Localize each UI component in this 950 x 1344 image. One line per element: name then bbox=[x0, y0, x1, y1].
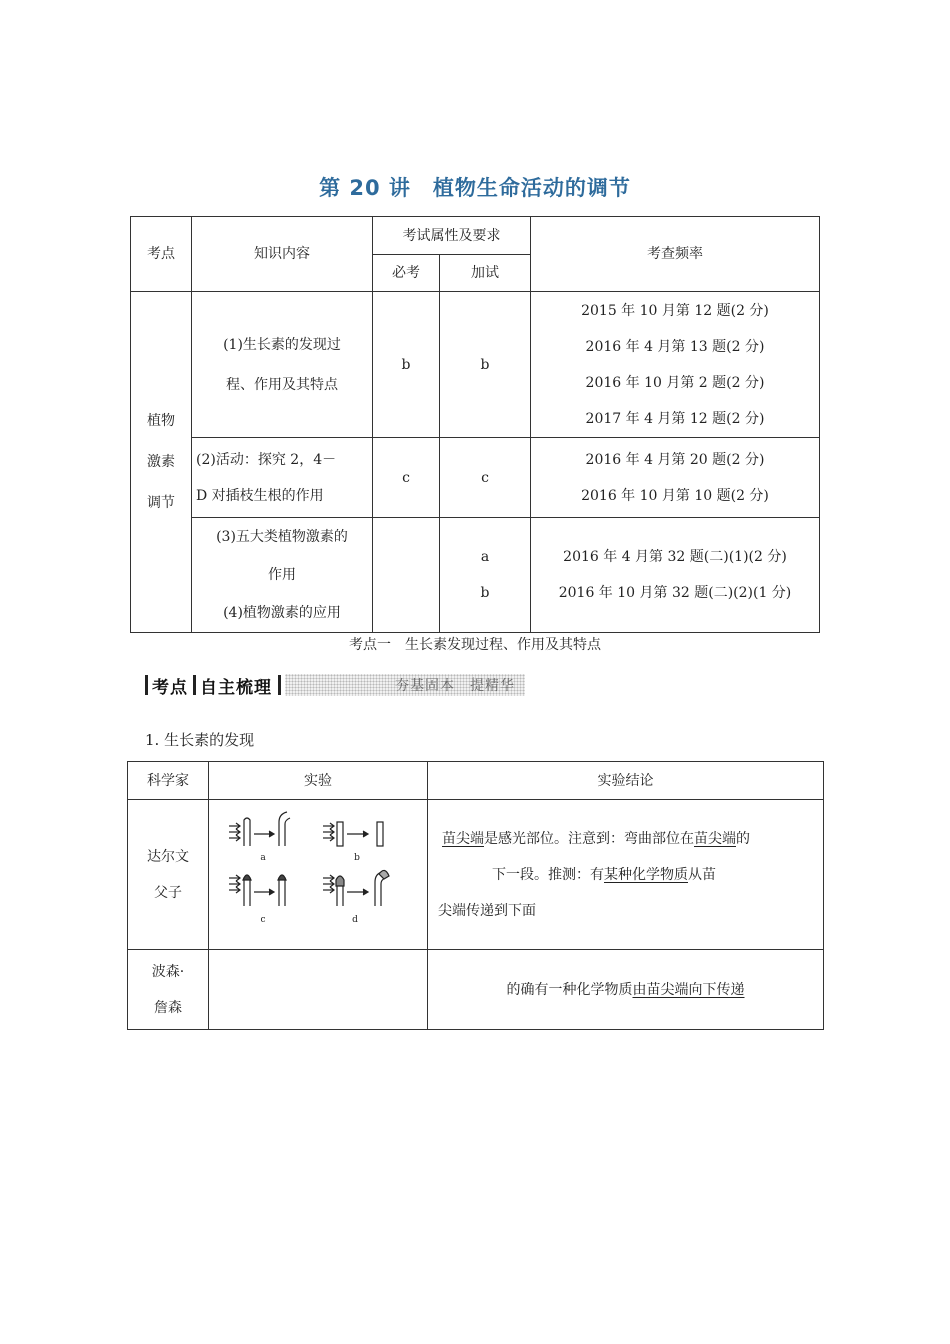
content-cell bbox=[192, 518, 373, 633]
darwin-experiment-diagram bbox=[227, 808, 407, 940]
scientist-cell bbox=[128, 800, 209, 950]
conclusion-text: 从苗 bbox=[688, 866, 716, 883]
scientist-line: 波森· bbox=[151, 963, 185, 980]
frequency-line: 2017 年 4 月第 12 题(2 分) bbox=[585, 410, 765, 427]
banner-slogan: 夯基固本 提精华 bbox=[395, 678, 515, 694]
frequency-cell bbox=[531, 292, 820, 438]
banner-bar bbox=[193, 675, 196, 695]
content-cell bbox=[192, 438, 373, 518]
conclusion-line: 尖端传递到下面 bbox=[438, 902, 536, 919]
category-line: 激素 bbox=[147, 453, 175, 470]
panel-label-b: b bbox=[354, 853, 360, 863]
panel-label-a: a bbox=[260, 853, 266, 863]
experiment-panel-c bbox=[229, 875, 286, 906]
content-line: (2)活动：探究 2，4－ bbox=[196, 451, 337, 468]
jiashi-cell: c bbox=[440, 438, 531, 518]
header-scientist: 科学家 bbox=[128, 762, 209, 800]
bikao-cell: c bbox=[373, 438, 440, 518]
banner-bar bbox=[278, 675, 281, 695]
frequency-line: 2016 年 10 月第 2 题(2 分) bbox=[585, 374, 765, 391]
banner-zizhu: 自主梳理 bbox=[200, 678, 272, 698]
experiment-panel-b bbox=[323, 822, 383, 846]
scientist-cell bbox=[128, 950, 209, 1030]
banner-kaodian: 考点 bbox=[152, 678, 188, 698]
header-requirement: 考试属性及要求 bbox=[373, 217, 531, 255]
conclusion-text: 的确有一种化学物质 bbox=[506, 981, 633, 998]
content-line: 作用 bbox=[268, 567, 296, 583]
frequency-line: 2016 年 4 月第 13 题(2 分) bbox=[585, 338, 765, 355]
conclusion-text: 的 bbox=[736, 830, 750, 847]
section-caption: 考点一 生长素发现过程、作用及其特点 bbox=[349, 637, 601, 653]
header-conclusion: 实验结论 bbox=[428, 762, 824, 800]
jiashi-line: b bbox=[480, 585, 490, 601]
content-line: (4)植物激素的应用 bbox=[223, 605, 341, 621]
header-content: 知识内容 bbox=[192, 217, 373, 292]
jiashi-cell: b bbox=[440, 292, 531, 438]
conclusion-text: 下一段。推测：有 bbox=[492, 866, 604, 883]
key-term: 苗尖端 bbox=[442, 830, 484, 847]
content-line: D 对插枝生根的作用 bbox=[196, 487, 324, 504]
key-term: 某种化学物质 bbox=[604, 866, 688, 883]
content-cell bbox=[192, 292, 373, 438]
frequency-line: 2016 年 4 月第 32 题(二)(1)(2 分) bbox=[563, 549, 787, 565]
header-bikao: 必考 bbox=[373, 255, 440, 292]
frequency-cell bbox=[531, 438, 820, 518]
panel-label-c: c bbox=[260, 915, 266, 925]
content-line: (1)生长素的发现过 bbox=[223, 336, 341, 353]
bikao-cell: b bbox=[373, 292, 440, 438]
experiment-cell-empty bbox=[209, 950, 428, 1030]
jiashi-cell bbox=[440, 518, 531, 633]
header-frequency: 考查频率 bbox=[531, 217, 820, 292]
scientist-line: 父子 bbox=[154, 884, 182, 901]
experiment-panel-a bbox=[229, 812, 290, 846]
conclusion-cell bbox=[428, 800, 824, 950]
auxin-discovery-table bbox=[127, 761, 824, 1030]
section-banner bbox=[145, 671, 525, 699]
content-line: (3)五大类植物激素的 bbox=[216, 529, 348, 545]
frequency-line: 2016 年 10 月第 32 题(二)(2)(1 分) bbox=[558, 585, 792, 601]
conclusion-cell bbox=[428, 950, 824, 1030]
page-title: 第 20 讲 植物生命活动的调节 bbox=[319, 176, 631, 200]
bikao-cell bbox=[373, 518, 440, 633]
conclusion-text: 是感光部位。注意到：弯曲部位在 bbox=[484, 830, 694, 847]
exam-points-table bbox=[130, 216, 820, 633]
frequency-cell bbox=[531, 518, 820, 633]
conclusion-line bbox=[438, 857, 819, 893]
frequency-line: 2016 年 10 月第 10 题(2 分) bbox=[581, 487, 769, 504]
banner-bar bbox=[145, 675, 148, 695]
conclusion-line bbox=[438, 821, 819, 857]
key-term: 由苗尖端向下传递 bbox=[632, 981, 745, 998]
category-line: 植物 bbox=[147, 412, 175, 429]
header-experiment: 实验 bbox=[209, 762, 428, 800]
darwin-experiment-figure bbox=[209, 800, 428, 950]
frequency-line: 2015 年 10 月第 12 题(2 分) bbox=[581, 302, 769, 319]
key-term: 苗尖端 bbox=[694, 830, 736, 847]
content-line: 程、作用及其特点 bbox=[226, 376, 338, 393]
experiment-panel-d bbox=[323, 870, 389, 906]
scientist-line: 詹森 bbox=[154, 999, 182, 1016]
header-jiashi: 加试 bbox=[440, 255, 531, 292]
scientist-line: 达尔文 bbox=[147, 848, 189, 865]
category-cell bbox=[131, 292, 192, 633]
header-kaodian: 考点 bbox=[131, 217, 192, 292]
panel-label-d: d bbox=[352, 915, 358, 925]
category-line: 调节 bbox=[147, 494, 175, 511]
jiashi-line: a bbox=[480, 549, 490, 565]
frequency-line: 2016 年 4 月第 20 题(2 分) bbox=[585, 451, 765, 468]
subsection-heading: 1. 生长素的发现 bbox=[145, 731, 255, 749]
